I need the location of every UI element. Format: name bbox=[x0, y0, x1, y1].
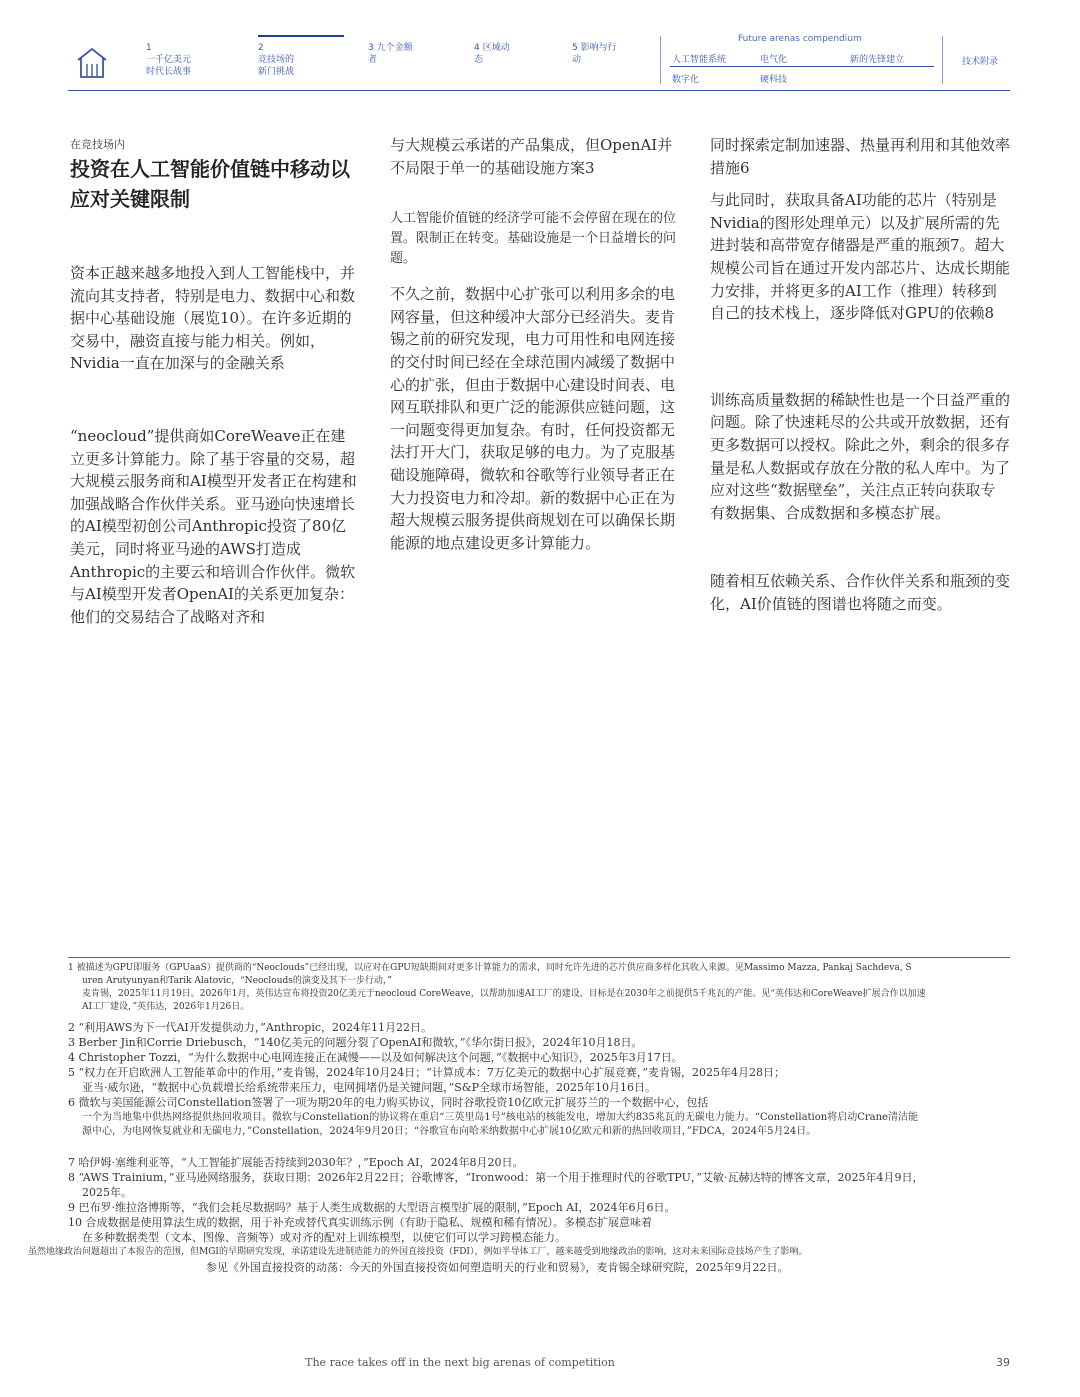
column-1 bbox=[70, 262, 358, 628]
footnote-line: 8 “AWS Trainium，”亚马逊网络服务，获取日期：2026年2月22日；谷歌博客，“Ironwood：第一个用于推理时代的谷歌TPU，”艾敏·瓦赫达特的博客文章，2025年4月9日， bbox=[68, 1171, 924, 1184]
nav-label: 3 九个金额 bbox=[368, 43, 413, 53]
paragraph: 不久之前，数据中心扩张可以利用多余的电网容量，但这种缓冲大部分已经消失。麦肯锡之前的研究发现，电力可用性和电网连接的交付时间已经在全球范围内减缓了数据中心的扩张，但由于数据中心建设时间表、电网互联排队和更广泛的能源供应链问题，这一问题变得更加复杂。有时，任何投资都无法打开大门，获取足够的电力。为了克服基础设施障碍，微软和谷歌等行业领导者正在大力投资电力和冷却。新的数据中心正在为超大规模云服务提供商规划在可以确保长期能源的地点建设更多计算能力。 bbox=[390, 285, 676, 552]
footnote-note: 虽然地缘政治问题超出了本报告的范围，但MGI的早期研究发现，承诺建设先进制造能力的外国直接投资（FDI），例如半导体工厂，越来越受到地缘政治的影响，这对未来国际竞技场产生了影响。 bbox=[28, 1247, 808, 1257]
nav-item-3[interactable] bbox=[368, 42, 413, 66]
arena-compendium-title: Future arenas compendium bbox=[738, 34, 862, 44]
active-tab-indicator bbox=[258, 35, 344, 37]
footnote-7: 7 哈伊姆·塞维利亚等，“人工智能扩展能否持续到2030年？，”Epoch AI，2024年8月20日。 bbox=[68, 1156, 524, 1169]
nav-label: 一千亿美元 bbox=[146, 55, 192, 65]
footnote-4: 4 Christopher Tozzi，“为什么数据中心电网连接正在减慢——以及如何解决这个问题，”《数据中心知识》，2025年3月17日。 bbox=[68, 1051, 683, 1064]
arena-link-pioneers[interactable]: 新的先锋建立 bbox=[850, 55, 905, 65]
paragraph: 与大规模云承诺的产品集成，但OpenAI并不局限于单一的基础设施方案3 bbox=[390, 136, 673, 177]
footnote-line: 源中心，为电网恢复就业和无碳电力，”Constellation，2024年9月20日；“谷歌宣布向哈米纳数据中心扩展10亿欧元和新的热回收项目，”FDCA，2024年5月24日。 bbox=[82, 1126, 817, 1137]
footnote-10 bbox=[68, 1216, 1008, 1245]
footnote-9: 9 巴布罗·维拉洛博斯等，“我们会耗尽数据吗？基于人类生成数据的大型语言模型扩展的限制，”Epoch AI，2024年6月6日。 bbox=[68, 1201, 676, 1214]
article-heading: 投资在人工智能价值链中移动以应对关键限制 bbox=[70, 157, 350, 211]
appendix-link[interactable]: 技术附录 bbox=[962, 57, 999, 67]
nav-item-5[interactable] bbox=[572, 42, 617, 66]
footnote-line: 1 被描述为GPU即服务（GPUaaS）提供商的“Neoclouds”已经出现，以应对在GPU短缺期间对更多计算能力的需求，同时允许先进的芯片供应商多样化其收入来源。见Massimo Mazza, Pankaj Sachdeva, S bbox=[68, 963, 912, 973]
paragraph: 人工智能价值链的经济学可能不会停留在现在的位置。限制正在转变。基础设施是一个日益增长的问题。 bbox=[390, 211, 677, 267]
footnote-line: 6 微软与美国能源公司Constellation签署了一项为期20年的电力购买协议，同时谷歌投资10亿欧元扩展芬兰的一个数据中心，包括 bbox=[68, 1096, 709, 1109]
arena-link-digital[interactable]: 数字化 bbox=[672, 75, 700, 85]
footnote-5 bbox=[68, 1066, 1008, 1095]
paragraph: 同时探索定制加速器、热量再利用和其他效率措施6 bbox=[710, 136, 1011, 177]
paragraph: 随着相互依赖关系、合作伙伴关系和瓶颈的变化，AI价值链的图谱也将随之而变。 bbox=[710, 572, 1011, 613]
footnote-1 bbox=[68, 962, 1008, 1014]
top-nav bbox=[68, 36, 1010, 92]
footnote-line: 10 合成数据是使用算法生成的数据，用于补充或替代真实训练示例（有助于隐私、规模和稀有情况）。多模态扩展意味着 bbox=[68, 1216, 652, 1229]
nav-label: 态 bbox=[474, 55, 484, 65]
footnote-3: 3 Berber Jin和Corrie Driebusch，“140亿美元的问题分裂了OpenAI和微软，”《华尔街日报》，2024年10月18日。 bbox=[68, 1036, 643, 1049]
nav-rule bbox=[68, 90, 1010, 91]
footnote-line: 5 “权力在开启欧洲人工智能革命中的作用，”麦肯锡，2024年10月24日；“计算成本：7万亿美元的数据中心扩展竞赛，”麦肯锡，2025年4月28日； bbox=[68, 1066, 785, 1079]
arena-link-electrification[interactable]: 电气化 bbox=[760, 55, 788, 65]
nav-label: 4 区域动 bbox=[474, 43, 510, 53]
nav-label: 时代长战事 bbox=[146, 67, 192, 77]
arena-link-ai[interactable]: 人工智能系统 bbox=[672, 55, 727, 65]
column-3 bbox=[710, 134, 1010, 616]
paragraph: 与此同时，获取具备AI功能的芯片（特别是Nvidia的图形处理单元）以及扩展所需的先进封装和高带宽存储器是严重的瓶颈7。超大规模公司旨在通过开发内部芯片、达成长期能力安排，并将更多的AI工作（推理）转移到自己的技术栈上，逐步降低对GPU的依赖8 bbox=[710, 191, 1011, 323]
nav-item-4[interactable] bbox=[474, 42, 510, 66]
arena-divider bbox=[670, 66, 934, 67]
nav-label: 动 bbox=[572, 55, 582, 65]
section-kicker: 在竞技场内 bbox=[70, 138, 125, 151]
arena-link-hardtech[interactable]: 硬科技 bbox=[760, 75, 788, 85]
paragraph: 训练高质量数据的稀缺性也是一个日益严重的问题。除了快速耗尽的公共或开放数据，还有更多数据可以授权。除此之外，剩余的很多存量是私人数据或存放在分散的私人库中。为了应对这些“数据壁垒”，关注点正转向获取专有数据集、合成数据和多模态扩展。 bbox=[710, 390, 1011, 522]
footnote-2: 2 “利用AWS为下一代AI开发提供动力，”Anthropic，2024年11月22日。 bbox=[68, 1021, 432, 1034]
nav-label: 者 bbox=[368, 55, 378, 65]
nav-num: 2 bbox=[258, 43, 264, 53]
paragraph: “neocloud”提供商如CoreWeave正在建立更多计算能力。除了基于容量的交易，超大规模云服务商和AI模型开发者正在构建和加强战略合作伙伴关系。亚马逊向快速增长的AI模型初创公司Anthropic投资了80亿美元，同时将亚马逊的AWS打造成Anthropic的主要云和培训合作伙伴。微软与AI模型开发者OpenAI的关系更加复杂：他们的交易结合了战略对齐和 bbox=[70, 426, 357, 626]
footnote-line: uren Arutyunyan和Tarik Alatovic，“Neoclouds的演变及其下一步行动，” bbox=[82, 976, 393, 986]
page-number: 39 bbox=[996, 1356, 1010, 1369]
footnote-8 bbox=[68, 1171, 1008, 1200]
footnote-6 bbox=[68, 1096, 1008, 1140]
nav-label: 5 影响与行 bbox=[572, 43, 617, 53]
nav-divider bbox=[660, 36, 661, 84]
nav-item-2[interactable] bbox=[258, 42, 294, 78]
footnote-line: 在多种数据类型（文本、图像、音频等）或对齐的配对上训练模型，以使它们可以学习跨模态能力。 bbox=[82, 1230, 566, 1244]
home-icon[interactable] bbox=[76, 46, 108, 80]
nav-divider bbox=[942, 36, 943, 84]
footnote-line: 亚当·威尔逊，“数据中心负载增长给系统带来压力，电网拥堵仍是关键问题，”S&P全球市场智能，2025年10月16日。 bbox=[82, 1080, 656, 1094]
nav-label: 新门挑战 bbox=[258, 67, 295, 77]
footnote-line: AI工厂建设，”英伟达，2026年1月26日。 bbox=[82, 1002, 250, 1012]
footnote-rule bbox=[68, 957, 1010, 958]
nav-item-1[interactable] bbox=[146, 42, 191, 78]
column-2 bbox=[390, 134, 680, 554]
footnote-note-ref: 参见《外国直接投资的动荡：今天的外国直接投资如何塑造明天的行业和贸易》，麦肯锡全球研究院，2025年9月22日。 bbox=[206, 1261, 789, 1274]
paragraph: 资本正越来越多地投入到人工智能栈中，并流向其支持者，特别是电力、数据中心和数据中心基础设施（展览10）。在许多近期的交易中，融资直接与能力相关。例如，Nvidia一直在加深与的金融关系 bbox=[70, 264, 356, 373]
nav-num: 1 bbox=[146, 43, 152, 53]
nav-label: 竞技场的 bbox=[258, 55, 295, 65]
footnote-line: 2025年。 bbox=[82, 1185, 132, 1199]
footnote-line: 一个为当地集中供热网络提供热回收项目。微软与Constellation的协议将在重启“三英里岛1号”核电站的核能发电，增加大约835兆瓦的无碳电力能力。“Constellation将启动Crane清洁能 bbox=[82, 1111, 918, 1123]
footnote-line: 麦肯锡，2025年11月19日。2026年1月，英伟达宣布将投资20亿美元于neocloud CoreWeave，以帮助加速AI工厂的建设，目标是在2030年之前提供5千兆瓦的产能。见“英伟达和CoreWeave扩展合作以加速 bbox=[82, 989, 926, 999]
footer-title: The race takes off in the next big arenas of competition bbox=[305, 1356, 615, 1369]
